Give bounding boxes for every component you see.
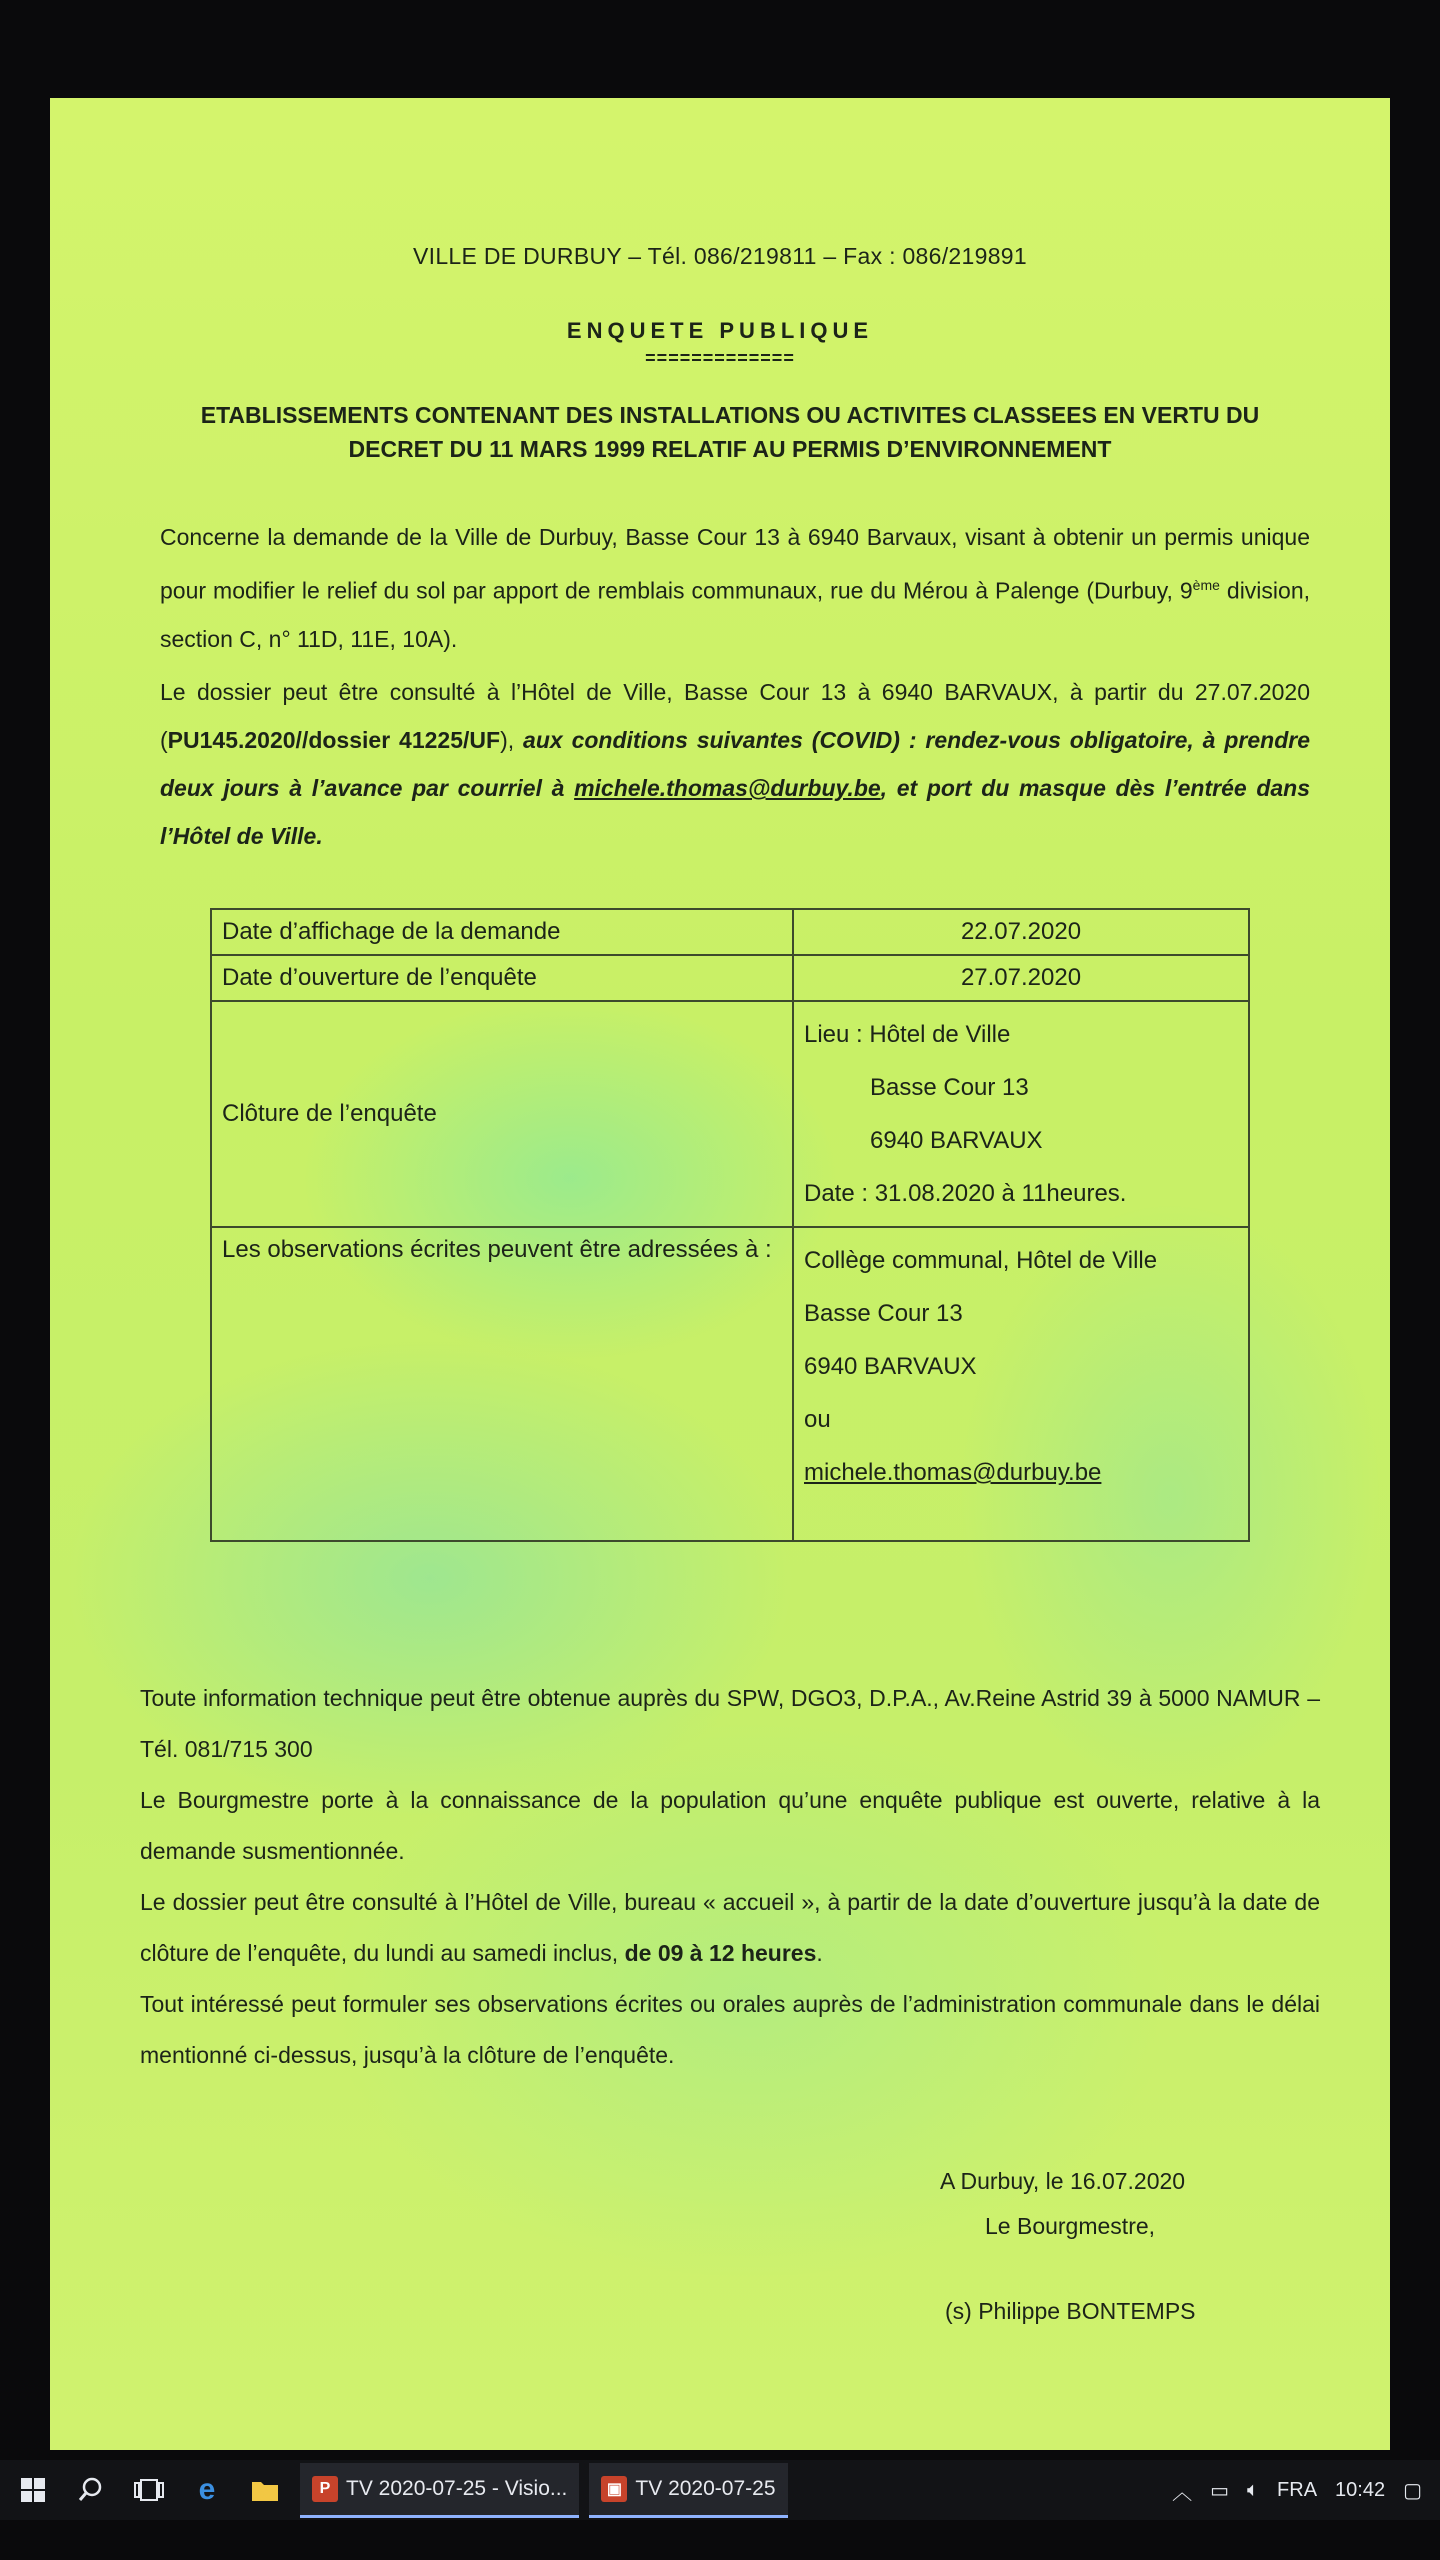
document-subtitle — [170, 398, 1290, 466]
search-icon[interactable] — [66, 2465, 116, 2515]
contact-email-link[interactable]: michele.thomas@durbuy.be — [574, 775, 881, 801]
document-screen — [50, 98, 1390, 2450]
title-underline: ============= — [645, 348, 795, 368]
powerpoint-icon: P — [312, 2476, 338, 2502]
observations-label: Les observations écrites peuvent être adressées à : — [211, 1227, 793, 1541]
subtitle-line-2: DECRET DU 11 MARS 1999 RELATIF AU PERMIS D’ENVIRONNEMENT — [348, 436, 1112, 462]
consultation-hours-end: . — [816, 1940, 823, 1966]
clock[interactable]: 10:42 — [1335, 2478, 1386, 2501]
chevron-up-icon[interactable]: ︿ — [1172, 2481, 1193, 2504]
display-date-label: Date d’affichage de la demande — [211, 909, 793, 955]
signature-name: (s) Philippe BONTEMPS — [945, 2298, 1196, 2324]
table-row — [211, 1227, 1249, 1541]
consultation-text: Le dossier peut être consulté à l’Hôtel de Ville, Basse Cour 13 à 6940 BARVAUX, à partir du 27.07.2020 ( — [160, 679, 1310, 753]
request-paragraph — [160, 513, 1310, 663]
observations-street: Basse Cour 13 — [804, 1300, 963, 1327]
covid-conditions: aux conditions suivantes (COVID) : rendez-vous obligatoire, à prendre deux jours à l’avance par courriel à — [160, 727, 1311, 801]
technical-info: Toute information technique peut être obtenue auprès du SPW, DGO3, D.P.A., Av.Reine Astrid 39 à 5000 NAMUR – Tél. 081/715 300 — [140, 1685, 1320, 1762]
observations-city: 6940 BARVAUX — [804, 1353, 977, 1380]
observations-or: ou — [804, 1406, 831, 1433]
closing-details — [793, 1001, 1249, 1227]
consultation-text-sep: ), — [500, 727, 524, 753]
volume-icon[interactable]: 🔈︎ — [1247, 2478, 1260, 2501]
mask-condition: , et port du masque dès l’entrée dans l’Hôtel de Ville. — [160, 775, 1311, 849]
signature-role: Le Bourgmestre, — [985, 2213, 1156, 2239]
public-notice-document — [50, 98, 1390, 2450]
request-text-end: division, section C, n° 11D, 11E, 10A). — [160, 577, 1310, 652]
system-tray — [1172, 2460, 1422, 2520]
task-view-icon[interactable] — [124, 2465, 174, 2515]
notifications-icon[interactable]: ▢ — [1403, 2479, 1422, 2502]
taskbar-app-slideshow[interactable] — [589, 2463, 787, 2518]
slideshow-icon: ▣ — [601, 2476, 627, 2502]
taskbar-app-label: TV 2020-07-25 — [635, 2476, 776, 2500]
inquiry-dates-table — [210, 908, 1250, 1542]
opening-date-label: Date d’ouverture de l’enquête — [211, 955, 793, 1001]
network-icon[interactable]: ▭ — [1210, 2479, 1230, 2502]
mayor-announcement: Le Bourgmestre porte à la connaissance de la population qu’une enquête publique est ouverte, relative à la demande susmentionnée. — [140, 1787, 1320, 1864]
edge-browser-icon[interactable]: e — [198, 2473, 216, 2506]
taskbar-app-label: TV 2020-07-25 - Visio... — [346, 2476, 568, 2500]
language-indicator[interactable]: FRA — [1277, 2478, 1318, 2501]
consultation-hours — [140, 1877, 1320, 1979]
opening-hours: de 09 à 12 heures — [624, 1940, 817, 1966]
dossier-reference: PU145.2020//dossier 41225/UF — [167, 727, 501, 753]
closing-date: Date : 31.08.2020 à 11heures. — [804, 1180, 1127, 1207]
taskbar-app-powerpoint[interactable] — [300, 2463, 579, 2518]
signature-place-date: A Durbuy, le 16.07.2020 — [940, 2168, 1186, 2194]
closing-place: Lieu : Hôtel de Ville — [804, 1021, 1011, 1048]
observations-email-link[interactable]: michele.thomas@durbuy.be — [804, 1459, 1102, 1486]
closing-city: 6940 BARVAUX — [870, 1127, 1043, 1154]
observations-recipient: Collège communal, Hôtel de Ville — [804, 1247, 1158, 1274]
consultation-paragraph — [160, 668, 1310, 860]
display-date-value: 22.07.2020 — [793, 909, 1249, 955]
table-row — [211, 1001, 1249, 1227]
consultation-hours-text: Le dossier peut être consulté à l’Hôtel de Ville, bureau « accueil », à partir de la date d’ouverture jusqu’à la date de clôture de l’enquête, du lundi au samedi inclus, — [140, 1889, 1320, 1966]
subtitle-line-1: ETABLISSEMENTS CONTENANT DES INSTALLATIONS OU ACTIVITES CLASSEES EN VERTU DU — [200, 402, 1260, 428]
request-text: Concerne la demande de la Ville de Durbuy, Basse Cour 13 à 6940 Barvaux, visant à obtenir un permis unique pour modifier le relief du sol par apport de remblais communaux, rue du Mérou à Palenge (Durbuy, 9 — [160, 524, 1310, 604]
document-header: VILLE DE DURBUY – Tél. 086/219811 – Fax : 086/219891 — [413, 243, 1027, 269]
closing-street: Basse Cour 13 — [870, 1074, 1029, 1101]
file-explorer-icon[interactable] — [240, 2465, 290, 2515]
closing-label: Clôture de l’enquête — [211, 1001, 793, 1227]
division-superscript: ème — [1192, 577, 1220, 593]
table-row — [211, 955, 1249, 1001]
information-section — [140, 1673, 1320, 2081]
table-row — [211, 909, 1249, 955]
observations-info: Tout intéressé peut formuler ses observations écrites ou orales auprès de l’administration communale dans le délai mentionné ci-dessus, jusqu’à la clôture de l’enquête. — [140, 1991, 1320, 2068]
windows-taskbar — [0, 2460, 1440, 2520]
windows-start-icon[interactable] — [8, 2465, 58, 2515]
document-title: ENQUETE PUBLIQUE — [566, 318, 874, 343]
observations-address — [793, 1227, 1249, 1541]
opening-date-value: 27.07.2020 — [793, 955, 1249, 1001]
